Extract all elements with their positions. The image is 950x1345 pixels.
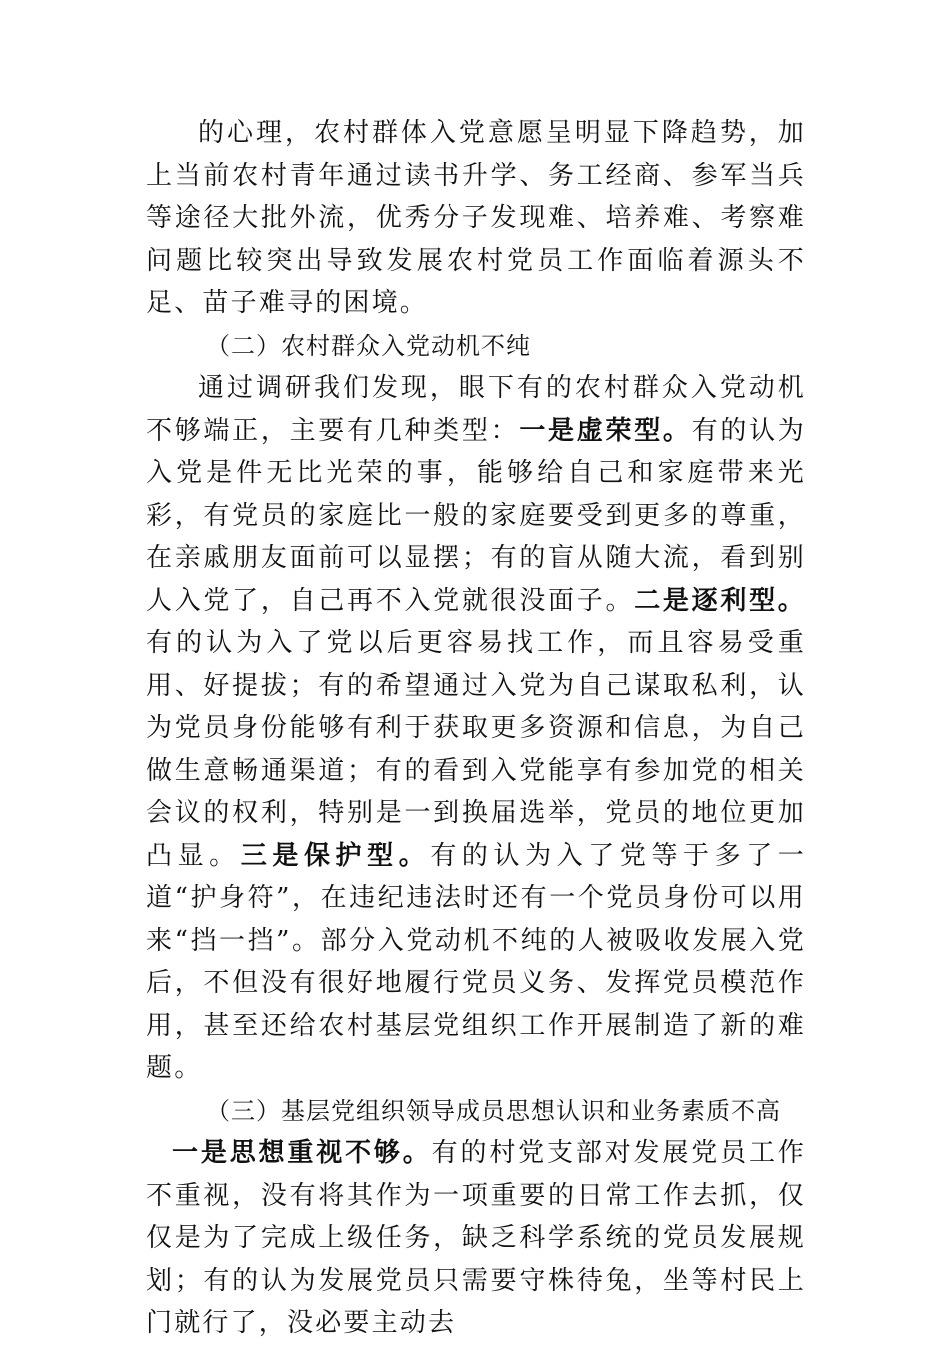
document-page — [146, 112, 806, 1345]
point-1-label: 一是思想重视不够。 — [172, 1138, 432, 1168]
motives-intro: 通过调研我们发现，眼下有的农村群众入党动机不够端正，主要有几种类型： — [146, 373, 806, 446]
paragraph-leadership — [146, 1132, 806, 1345]
paragraph-motives — [146, 367, 806, 1090]
type-vanity-label: 一是虚荣型。 — [519, 415, 692, 446]
section-heading-3: （三）基层党组织领导成员思想认识和业务素质不高 — [206, 1096, 781, 1125]
type-profit-text: 有的认为入了党以后更容易找工作，而且容易受重用、好提拔；有的希望通过入党为自己谋取私利，认为党员身份能够有利于获取更多资源和信息，为自己做生意畅通渠道；有的看到入党能享有参加党的相关会议的权利，特别是一到换届选举，党员的地位更加凸显。 — [146, 628, 806, 871]
type-protection-label: 三是保护型。 — [240, 840, 431, 871]
type-vanity-text: 有的认为入党是件无比光荣的事，能够给自己和家庭带来光彩，有党员的家庭比一般的家庭要受到更多的尊重，在亲戚朋友面前可以显摆；有的盲从随大流，看到别人入党了，自己再不入党就很没面子。 — [146, 415, 806, 616]
section-heading-2: （二）农村群众入党动机不纯 — [206, 331, 531, 360]
type-protection-text: 有的认为入了党等于多了一道“护身符”，在违纪违法时还有一个党员身份可以用来“挡一挡”。部分入党动机不纯的人被吸收发展入党后，不但没有很好地履行党员义务、发挥党员模范作用，甚至还给农村基层党组织工作开展制造了新的难题。 — [146, 840, 807, 1083]
point-1-text: 有的村党支部对发展党员工作不重视，没有将其作为一项重要的日常工作去抓，仅仅是为了完成上级任务，缺乏科学系统的党员发展规划；有的认为发展党员只需要守株待兔，坐等村民上门就行了，没必要主动去 — [146, 1138, 806, 1338]
paragraph-continuation: 的心理，农村群体入党意愿呈明显下降趋势，加上当前农村青年通过读书升学、务工经商、参军当兵等途径大批外流，优秀分子发现难、培养难、考察难问题比较突出导致发展农村党员工作面临着源头不足、苗子难寻的困境。 — [146, 118, 806, 318]
type-profit-label: 二是逐利型。 — [634, 585, 806, 616]
